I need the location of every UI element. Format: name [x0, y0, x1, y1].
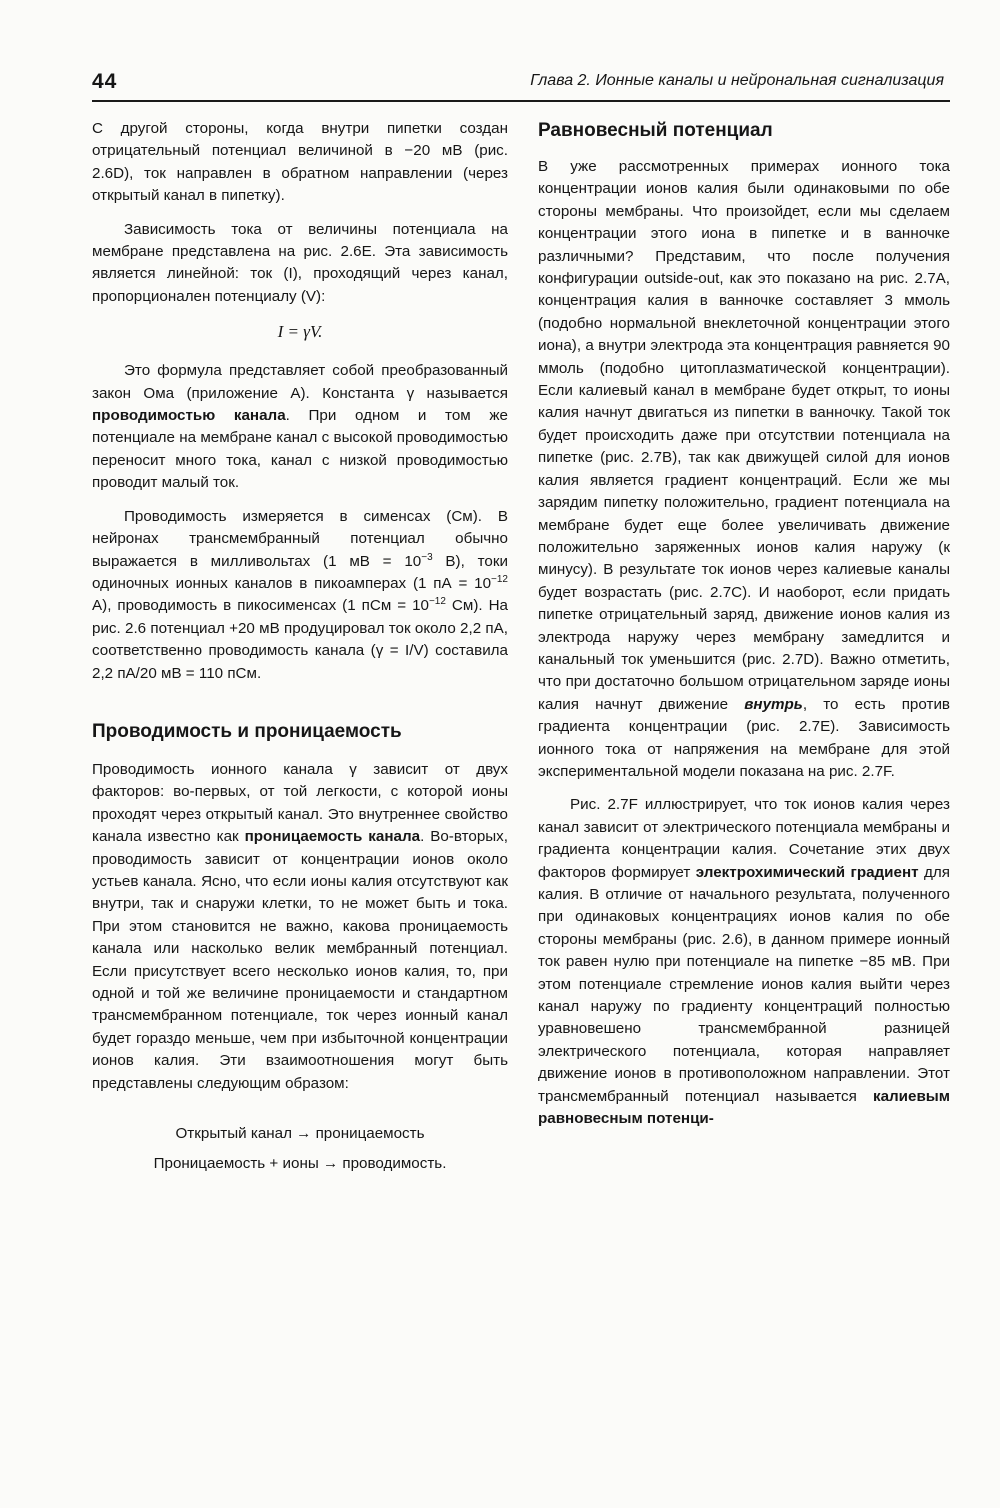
ohm-formula: I = γV. [277, 322, 323, 342]
exponent: −12 [491, 573, 508, 585]
term-electrochemical-gradient: электрохимический градиент [695, 863, 919, 881]
section-heading: Проводимость и проницаемость [92, 720, 402, 742]
term-equilibrium-potential: калиевым равновесным потенци- [538, 1087, 950, 1128]
page-header [92, 68, 950, 102]
page-number: 44 [92, 70, 118, 93]
exponent: −3 [421, 551, 433, 563]
relation-line: Открытый канал → проницаемость [175, 1125, 425, 1143]
emphasis-inward: внутрь [744, 695, 803, 713]
paragraph: Проводимость ионного канала γ зависит от двух факторов: во-первых, от той легкости, с которой ионы проходят через открытый канал. Это внутреннее свойство канала известно как проницаемость канала. Во-вторых, проводимость зависит от концентрации ионов около устьев канала. Ясно, что если ионы калия отсутствуют как внутри, так и снаружи клетки, то не может быть и тока. При этом становится не важно, какова проницаемость канала или насколько велик мембранный потенциал. Если присутствует всего несколько ионов калия, то, при одной и той же величине проницаемости и стандартном трансмембранном потенциале, ток через ионный канал будет гораздо меньше, чем при избыточной концентрации ионов калия. Эти взаимоотношения могут быть представлены следующим образом: [92, 760, 508, 1092]
paragraph: Рис. 2.7F иллюстрирует, что ток ионов калия через канал зависит от электрического потенциала мембраны и градиента концентрации калия. Сочетание этих двух факторов формирует электрохимический градиент для калия. В отличие от начального результата, полученного при одинаковых концентрациях ионов калия по обе стороны мембраны (рис. 2.6), в данном примере ионный ток равен нулю при потенциале на пипетке −85 мВ. При этом потенциале стремление ионов калия выйти через канал наружу по градиенту концентраций полностью уравновешено трансмембранной разницей электрического потенциала, которая направляет движение ионов в противоположном направлении. Этот трансмембранный потенциал называется калиевым равновесным потенци- [538, 796, 950, 1128]
running-head: Глава 2. Ионные каналы и нейрональная сигнализация [530, 72, 944, 89]
term-conductance: проводимостью канала [92, 407, 286, 425]
term-permeability: проницаемость канала [244, 828, 421, 846]
paragraph: Зависимость тока от величины потенциала на мембране представлена на рис. 2.6E. Эта зависимость является линейной: ток (I), проходящий через канал, пропорционален потенциалу (V): [92, 220, 508, 305]
paragraph: С другой стороны, когда внутри пипетки создан отрицательный потенциал величиной в −20 мВ (рис. 2.6D), ток направлен в обратном направлении (через открытый канал в пипетку). [92, 120, 508, 205]
right-column [538, 118, 950, 1130]
paragraph: Это формула представляет собой преобразованный закон Ома (приложение А). Константа γ называется проводимостью канала. При одном и том же потенциале на мембране канал с высокой проводимостью переносит много тока, канал с низкой проводимостью проводит малый ток. [92, 362, 508, 492]
relation-line: Проницаемость + ионы → проводимость. [153, 1155, 447, 1173]
paragraph: В уже рассмотренных примерах ионного тока концентрации ионов калия были одинаковыми по обе стороны мембраны. Что произойдет, если мы сделаем концентрации этого иона в пипетке и в ванночке различными? Представим, что после получения конфигурации outside-out, как это показано на рис. 2.7A, концентрация калия в ванночке составляет 3 ммоль (подобно нормальной внеклеточной концентрации этого иона), а внутри электрода эта концентрация равняется 90 ммоль (подобно цитоплазматической концентрации). Если калиевый канал в мембране будет открыт, то ионы калия начнут двигаться из пипетки в ванночку. Такой ток будет происходить даже при отсутствии потенциала на пипетке (рис. 2.7B), так как движущей силой для ионов калия является градиент концентраций. Если же мы зарядим пипетку положительно, градиент потенциала на мембране будет еще более увеличивать движение положительно заряженных ионов калия наружу (к минусу). В результате ток ионов через калиевые каналы будет возрастать (рис. 2.7C). И наоборот, если придать пипетке отрицательный заряд, движение ионов калия из электрода наружу через мембрану замедлится и канальный ток уменьшится (рис. 2.7D). Важно отметить, что при достаточно большом отрицательном заряде ионы калия начнут движение внутрь, то есть против градиента концентрации (рис. 2.7E). Зависимость ионного тока от напряжения на мембране для этой экспериментальной модели показана на рис. 2.7F. [538, 158, 950, 780]
relations-block [92, 1119, 508, 1179]
paragraph: Проводимость измеряется в сименсах (См). В нейронах трансмембранный потенциал обычно выражается в милливольтах (1 мВ = $10^{-3}$ В), токи одиночных ионных каналов в пикоамперах (1 пА = $10^{-12}$ А), проводимость в пикосименсах (1 пСм = $10^{-12}$ См). На рис. 2.6 потенциал +20 мВ продуцировал ток около 2,2 пА, соответственно проводимость канала (γ = I/V) составила 2,2 пА/20 мВ = 110 пСм. [92, 507, 508, 682]
exponent: −12 [428, 596, 446, 608]
section-heading: Равновесный потенциал [538, 120, 773, 141]
left-column [92, 118, 508, 1179]
